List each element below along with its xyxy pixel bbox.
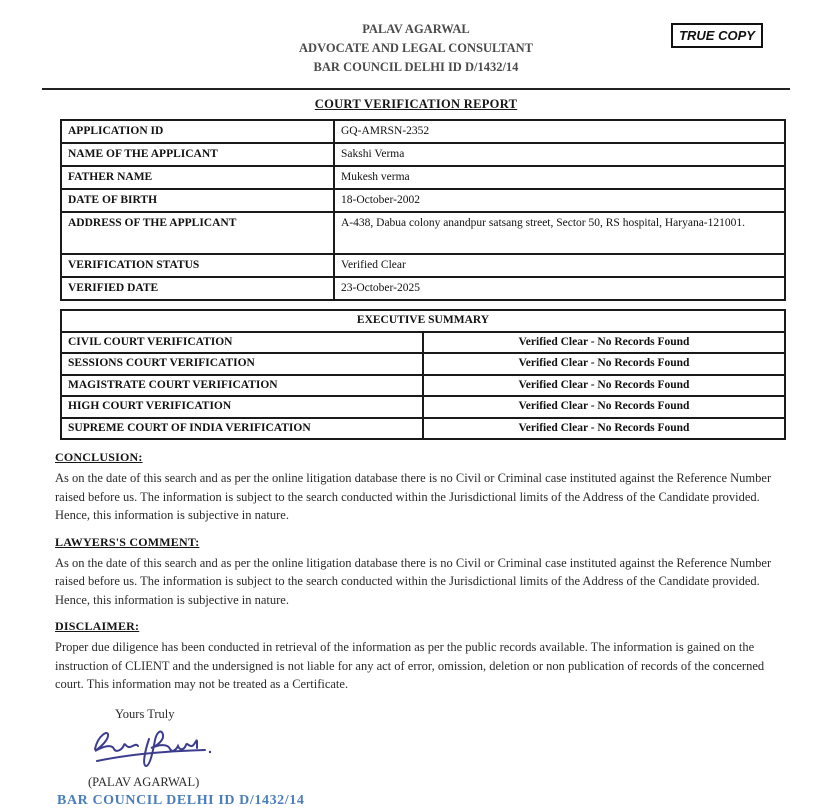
disclaimer-heading: DISCLAIMER: [55,619,140,633]
table-row [61,277,785,300]
table-row [61,212,785,254]
row-value: Verified Clear [334,254,785,277]
row-label: FATHER NAME [61,166,334,189]
row-value: GQ-AMRSN-2352 [334,120,785,143]
true-copy-label: TRUE COPY [679,28,755,43]
row-label: CIVIL COURT VERIFICATION [61,332,423,354]
header-divider [42,88,790,90]
row-value: Verified Clear - No Records Found [423,418,785,440]
row-label: SESSIONS COURT VERIFICATION [61,353,423,375]
row-label: ADDRESS OF THE APPLICANT [61,212,334,254]
executive-summary-heading: EXECUTIVE SUMMARY [61,310,785,332]
row-value: Mukesh verma [334,166,785,189]
report-title: COURT VERIFICATION REPORT [314,97,518,111]
row-label: MAGISTRATE COURT VERIFICATION [61,375,423,397]
table-header-row [61,310,785,332]
table-row [61,254,785,277]
row-value: Sakshi Verma [334,143,785,166]
row-value: Verified Clear - No Records Found [423,353,785,375]
closing-line: Yours Truly [115,706,175,721]
row-value: Verified Clear - No Records Found [423,332,785,354]
bar-council-id-line: BAR COUNCIL DELHI ID D/1432/14 [57,792,305,808]
lawyers-comment-text: As on the date of this search and as per the online litigation database there is no Civil or Criminal case instituted against the Reference Number raised before us. The information is subject to the search conducted within the Jurisdictional limits of the Address of the Candidate provided. Hence, this information is subjective in nature. [55,555,772,607]
executive-summary-table [60,309,786,440]
row-value: 23-October-2025 [334,277,785,300]
row-label: DATE OF BIRTH [61,189,334,212]
conclusion-heading: CONCLUSION: [55,450,143,464]
applicant-details-table [60,119,786,301]
advocate-bar-id: BAR COUNCIL DELHI ID D/1432/14 [313,60,519,74]
true-copy-stamp [671,23,763,48]
advocate-role: ADVOCATE AND LEGAL CONSULTANT [299,41,533,55]
row-label: APPLICATION ID [61,120,334,143]
table-row [61,189,785,212]
disclaimer-text: Proper due diligence has been conducted in retrieval of the information as per the public records available. The information is gained on the instruction of CLIENT and the undersigned is not liable for any act of error, omission, deletion or non publication of records of the concerned court. This information may not be treated as a Certificate. [55,640,765,691]
signatory-name: (PALAV AGARWAL) [88,774,200,789]
table-row [61,418,785,440]
disclaimer-section [55,619,791,694]
row-value: 18-October-2002 [334,189,785,212]
row-label: SUPREME COURT OF INDIA VERIFICATION [61,418,423,440]
row-label: NAME OF THE APPLICANT [61,143,334,166]
table-row [61,353,785,375]
row-label: VERIFIED DATE [61,277,334,300]
row-value: Verified Clear - No Records Found [423,375,785,397]
lawyers-comment-section [55,535,791,610]
signature-image [85,724,235,770]
advocate-name: PALAV AGARWAL [362,22,470,36]
row-label: VERIFICATION STATUS [61,254,334,277]
row-label: HIGH COURT VERIFICATION [61,396,423,418]
row-value: A-438, Dabua colony anandpur satsang street, Sector 50, RS hospital, Haryana-121001. [334,212,785,254]
table-row [61,396,785,418]
table-row [61,332,785,354]
table-row [61,143,785,166]
conclusion-text: As on the date of this search and as per the online litigation database there is no Civil or Criminal case instituted against the Reference Number raised before us. The information is subject to the search conducted within the Jurisdictional limits of the Address of the Candidate provided. Hence, this information is subjective in nature. [55,471,772,522]
table-row [61,166,785,189]
lawyers-comment-heading: LAWYERS'S COMMENT: [55,534,200,549]
table-row [61,120,785,143]
table-row [61,375,785,397]
conclusion-section [55,450,791,525]
row-value: Verified Clear - No Records Found [423,396,785,418]
